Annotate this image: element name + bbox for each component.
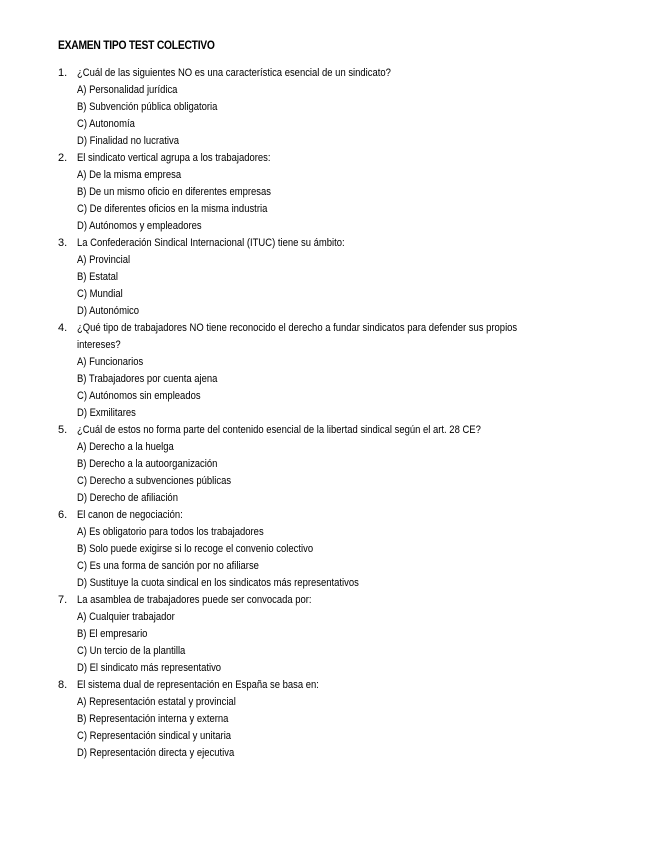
answer-option: A) Derecho a la huelga	[77, 441, 174, 453]
question-6	[58, 507, 618, 592]
answer-option: A) Cualquier trabajador	[77, 611, 175, 623]
question-text: El sindicato vertical agrupa a los trabajadores:	[77, 152, 271, 164]
answer-options	[58, 524, 618, 592]
question-text: ¿Qué tipo de trabajadores NO tiene reconocido el derecho a fundar sindicatos para defender sus propios intereses?	[77, 322, 518, 351]
question-line	[58, 592, 618, 609]
question-text: La Confederación Sindical Internacional (ITUC) tiene su ámbito:	[77, 237, 345, 249]
answer-option: A) Personalidad jurídica	[77, 84, 178, 96]
question-number: 6.	[58, 509, 68, 521]
answer-options	[58, 167, 618, 235]
question-line	[58, 422, 618, 439]
answer-option: B) Subvención pública obligatoria	[77, 101, 218, 113]
question-number: 4.	[58, 322, 68, 334]
answer-option: D) Autónomos y empleadores	[77, 220, 202, 232]
answer-option: A) Representación estatal y provincial	[77, 696, 236, 708]
answer-option: B) De un mismo oficio en diferentes empresas	[77, 186, 272, 198]
question-text: La asamblea de trabajadores puede ser convocada por:	[77, 594, 312, 606]
answer-option: C) Autónomos sin empleados	[77, 390, 201, 402]
question-number: 3.	[58, 237, 68, 249]
answer-options	[58, 439, 618, 507]
answer-option: D) Exmilitares	[77, 407, 136, 419]
question-line	[58, 235, 618, 252]
question-3	[58, 235, 618, 320]
answer-option: B) Derecho a la autoorganización	[77, 458, 218, 470]
answer-option: B) Estatal	[77, 271, 119, 283]
question-list	[58, 65, 618, 762]
answer-option: D) El sindicato más representativo	[77, 662, 222, 674]
answer-options	[58, 694, 618, 762]
question-number: 8.	[58, 679, 68, 691]
question-number: 7.	[58, 594, 68, 606]
page-title: EXAMEN TIPO TEST COLECTIVO	[58, 38, 215, 52]
answer-option: A) Es obligatorio para todos los trabajadores	[77, 526, 264, 538]
answer-option: C) De diferentes oficios en la misma industria	[77, 203, 268, 215]
answer-option: C) Es una forma de sanción por no afiliarse	[77, 560, 259, 572]
answer-option: C) Representación sindical y unitaria	[77, 730, 232, 742]
answer-option: A) De la misma empresa	[77, 169, 182, 181]
answer-option: B) El empresario	[77, 628, 148, 640]
question-line	[58, 320, 618, 354]
answer-option: D) Representación directa y ejecutiva	[77, 747, 235, 759]
answer-option: B) Representación interna y externa	[77, 713, 229, 725]
question-number: 2.	[58, 152, 68, 164]
question-text: ¿Cuál de estos no forma parte del contenido esencial de la libertad sindical según el art. 28 CE?	[77, 424, 481, 436]
answer-option: A) Funcionarios	[77, 356, 144, 368]
answer-option: D) Autonómico	[77, 305, 140, 317]
answer-option: B) Solo puede exigirse si lo recoge el convenio colectivo	[77, 543, 314, 555]
question-number: 5.	[58, 424, 68, 436]
question-5	[58, 422, 618, 507]
question-4	[58, 320, 618, 422]
question-8	[58, 677, 618, 762]
answer-option: B) Trabajadores por cuenta ajena	[77, 373, 218, 385]
answer-option: D) Sustituye la cuota sindical en los sindicatos más representativos	[77, 577, 359, 589]
question-1	[58, 65, 618, 150]
answer-options	[58, 252, 618, 320]
answer-option: D) Derecho de afiliación	[77, 492, 178, 504]
answer-options	[58, 82, 618, 150]
question-text: ¿Cuál de las siguientes NO es una característica esencial de un sindicato?	[77, 67, 391, 79]
answer-option: A) Provincial	[77, 254, 131, 266]
answer-option: C) Mundial	[77, 288, 123, 300]
question-text: El sistema dual de representación en España se basa en:	[77, 679, 319, 691]
question-line	[58, 65, 618, 82]
question-number: 1.	[58, 67, 68, 79]
answer-option: C) Autonomía	[77, 118, 135, 130]
answer-option: C) Un tercio de la plantilla	[77, 645, 186, 657]
question-text: El canon de negociación:	[77, 509, 183, 521]
question-line	[58, 150, 618, 167]
question-7	[58, 592, 618, 677]
question-line	[58, 507, 618, 524]
answer-option: D) Finalidad no lucrativa	[77, 135, 180, 147]
answer-options	[58, 354, 618, 422]
answer-options	[58, 609, 618, 677]
question-2	[58, 150, 618, 235]
answer-option: C) Derecho a subvenciones públicas	[77, 475, 232, 487]
question-line	[58, 677, 618, 694]
